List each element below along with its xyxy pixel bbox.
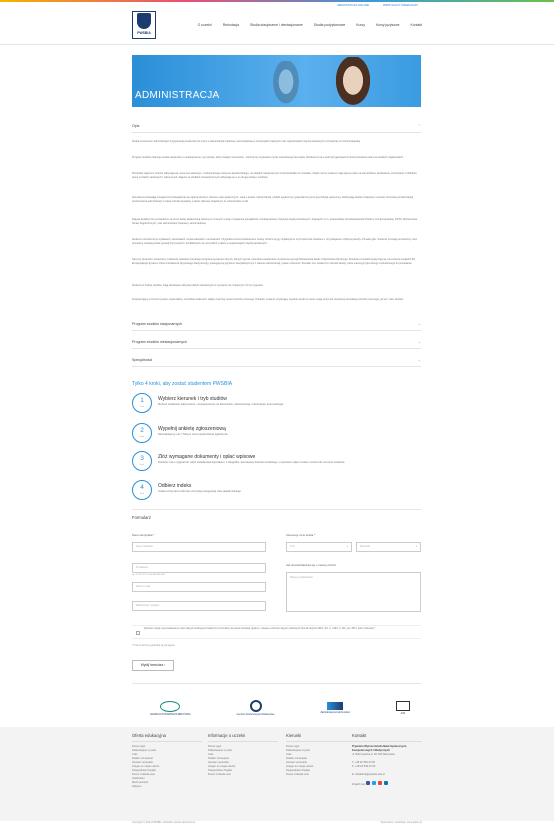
footer-link[interactable]: Nullam consequat xyxy=(208,756,229,760)
footer-link[interactable]: Suspendisse fringilla xyxy=(132,768,156,772)
contact-phone: T: +48 22 559 20 00 xyxy=(352,760,376,764)
paragraph: Absolwenci posiadają umiejętności posługiwania się ogólną wiedzą z zakresu nauk społecznych, nauk o prawie i administracji, polityki społecznej i gospodarczej oraz psychologii społecznej. Zdobywają wiedzę związaną z szeroko rozumianą problematyką porównawczą administracji z prawa Unii Europejskiej, a także zakresie związanym ze członkostwie w UE. xyxy=(132,196,414,203)
partner-logo[interactable]: Zachodniopomorski Fundusz xyxy=(320,702,350,715)
partner-logo[interactable]: AGENCJA WYDAWNICZA MEDYCZNA xyxy=(150,701,191,717)
footer-link[interactable]: Cras xyxy=(286,752,292,756)
partner-logo[interactable]: ASK xyxy=(396,701,410,716)
footer-col-contact xyxy=(352,733,422,787)
partner-logo[interactable]: Centrum Konferencyjno-Szkoleniowe xyxy=(237,700,275,717)
page-title: ADMINISTRACJA xyxy=(135,89,220,101)
hero-photo xyxy=(333,57,373,107)
header-divider xyxy=(0,44,554,45)
partner-mark-icon xyxy=(396,701,410,711)
logo[interactable] xyxy=(132,11,156,39)
footer-col-title: Kierunki xyxy=(286,733,356,742)
footer-link[interactable]: Pellentesque in justo xyxy=(132,748,156,752)
social-row xyxy=(352,781,422,787)
footer-link[interactable]: Aliquam xyxy=(132,784,142,788)
main-nav xyxy=(198,23,422,28)
partner-mark-icon xyxy=(160,701,180,712)
consent-row xyxy=(132,625,421,639)
section-opis-header[interactable] xyxy=(132,124,421,133)
step-3 xyxy=(132,451,421,473)
step-1 xyxy=(132,393,421,415)
footer-link[interactable]: Integer eu neque auctor xyxy=(132,764,160,768)
interest-label: Interesuje mnie studia * xyxy=(286,533,316,537)
steps-heading: Tylko 4 kroki, aby zostać studentem PWSBIA xyxy=(132,381,233,387)
submit-button[interactable]: Wyślij formularz › xyxy=(132,660,174,671)
crest-icon xyxy=(137,13,151,29)
step-title: Odbierz indeks xyxy=(158,483,192,489)
logo-text: PWSBIA xyxy=(137,31,151,36)
twitter-icon[interactable] xyxy=(372,781,376,785)
chevron-down-icon: ⌄ xyxy=(417,358,421,362)
top-color-stripe xyxy=(0,0,554,2)
section-specjalnosci-title: Specjalności xyxy=(132,358,153,362)
chevron-down-icon: ⌄ xyxy=(417,322,421,326)
google-plus-icon[interactable] xyxy=(378,781,382,785)
step-title: Wybierz kierunek i tryb studiów xyxy=(158,396,227,402)
paragraph: Program studiów obejmuje studia stacjonarne i niestacjonarne I-go stopnia, które trwają 6 semestrów - kończą się uzyskaniem tytułu zawodowego licencjata. Absolwenci są w pełni przygotowani do kontynuowania nauki na studiach magisterskich. xyxy=(132,156,404,159)
step-number-circle: 1 krok xyxy=(132,393,152,413)
paragraph: Wszystkie zajęcia w Uczelni odbywają się na terenie własnego - funkcjonalnego campusu akademickiego, na studiach stacjonarnych od poniedziałku do czwartku, dzięki czemu studenci mają więcej czasu na samodzielne studiowanie, korzystanie z biblioteki, pracę w kołach naukowych i odpoczynek. Zajęcia na studiach niestacjonarnych odbywają się w co drugą sobotę i niedzielę. xyxy=(132,172,418,179)
footer-link[interactable]: Morbi pulvinar xyxy=(132,780,149,784)
nav-item-language-courses[interactable]: Kursy językowe xyxy=(375,22,400,27)
footer-link[interactable]: Pellentesque in justo xyxy=(208,748,232,752)
copyright: Copyright © 2014 PWSBIA. Wszelkie prawa zastrzeżone xyxy=(132,821,195,824)
step-2 xyxy=(132,423,421,445)
footer-link[interactable]: Cras xyxy=(208,752,214,756)
chevron-down-icon: ⌄ xyxy=(417,340,421,344)
step-description: Indeks otrzymasz podczas uroczystej inauguracji roku akademickiego. xyxy=(158,490,242,493)
footer-link[interactable]: Fusce molestie sem xyxy=(286,772,310,776)
top-links xyxy=(337,3,418,7)
site-header xyxy=(132,8,422,42)
required-note: * Pola oznaczone gwiazdką są wymagane xyxy=(132,645,175,647)
section-program-niestac-header[interactable] xyxy=(132,340,421,349)
footer-link[interactable]: Suspendisse fringilla xyxy=(208,768,232,772)
candidate-label: Dane kandydata * xyxy=(132,533,155,537)
recruitment-online-link[interactable]: REKRUTACJA ONLINE xyxy=(337,3,369,7)
footer-link[interactable]: Donec eget xyxy=(286,744,300,748)
form-divider xyxy=(132,509,421,510)
virtual-deanery-link[interactable]: WIRTUALNY DZIEKANAT xyxy=(382,3,418,7)
step-title: Złóż wymagane dokumenty i opłać wpisowe xyxy=(158,454,256,460)
section-program-niestac-title: Program studiów niestacjonarnych xyxy=(132,340,187,344)
linkedin-icon[interactable] xyxy=(384,781,388,785)
partner-mark-icon xyxy=(250,700,262,712)
hero-banner xyxy=(132,55,421,107)
paragraph: Zajęcia dydaktyczne prowadzone są przez kadrę akademicką złożoną ze znanych w kraju i zagranicą specjalistów. Funkcjonariuszy instytucji międzynarodowych i krajowych m.in. pracowników przedstawicielstw Polski w Unii Europejskiej, NATO, Ministerstwa Spraw Zagranicznych, oraz administracji rządowej i samorządowej. xyxy=(132,218,418,225)
footer-link[interactable]: Cras xyxy=(132,752,138,756)
nav-item-studies[interactable]: Studia stacjonarne i niestacjonarne xyxy=(250,22,303,27)
name-input[interactable]: Imię i nazwisko xyxy=(132,542,266,552)
message-input[interactable]: Wiadomość / pytanie xyxy=(132,601,266,611)
email-input[interactable]: Adres e-mail xyxy=(132,582,266,592)
contact-name: Prywatna Wyższa Szkoła Nauk Społecznych, Komputerowych i Medycznych xyxy=(352,744,407,752)
footer-link[interactable]: Vestibulum xyxy=(132,776,145,780)
step-number-circle: 2 krok xyxy=(132,423,152,443)
step-description: Skontaktujemy się z Tobą w celu potwierdzenia zgłoszenia xyxy=(158,433,228,436)
contact-fax: F: +48 22 559 22 80 xyxy=(352,764,376,768)
footer-link[interactable]: Nullam consequat xyxy=(286,756,307,760)
footer-link[interactable]: Aenean venenatis xyxy=(208,760,229,764)
section-specjalnosci-header[interactable] xyxy=(132,358,421,367)
footer-link[interactable]: Donec eget xyxy=(208,744,222,748)
footer-col-title: Kontakt xyxy=(352,733,422,742)
source-textarea[interactable]: Więcej o odpowiedzi xyxy=(286,572,421,612)
step-description: Dostarcz nam oryginał lub odpis świadectwa dojrzałości, 4 fotografie, kserokopię dowodu osobistego, a wpisowe opłać w kasie uczelni lub na konto bankowe xyxy=(158,461,345,464)
partners-divider xyxy=(132,683,421,684)
footer-link[interactable]: Fusce molestie sem xyxy=(132,772,156,776)
partner-mark-icon xyxy=(327,702,343,710)
footer-link[interactable]: Fusce molestie sem xyxy=(208,772,232,776)
phone-hint: np. 22 222 22 22 lub 666 666 666 xyxy=(132,574,165,576)
nav-item-about[interactable]: O uczelni xyxy=(197,22,212,27)
paragraph: Naszym studentom stwarzamy możliwość realizacji szerokiego programu językowo obcych, których wymiar nauczania wielokrotnie przekracza wymogi Ministerstwa Nauki i Szkolnictwa Wyższego. Absolwenci studiów legitymują się na poziomie biegłości B2, Europejskiego Systemu Opisu Kształcenia Językowego Rady Europy, posługują się językiem specjalistycznym z zakresu administracji, prawa i ekonomii. Ponadto tzw. ostateczny mierniki wiedzy, które nauczą języka obcego rozbudzonego do posiadania. xyxy=(132,258,416,265)
credit-link[interactable]: Wykonanie i realizacja: www.jellnet.pl xyxy=(380,821,422,824)
step-4 xyxy=(132,480,421,502)
facebook-icon[interactable] xyxy=(366,781,370,785)
footer-link[interactable]: Pellentesque in justo xyxy=(286,748,310,752)
footer-col-title: Oferta edukacyjna xyxy=(132,733,202,742)
paragraph: Funkcjonujący w Uczelni system stypendialny, umożliwia studentom opłatę znacznej części kosztów czesnego. Ponadto, studenci uzyskujący wysokie wyniki w nauce mogą otrzymać częściową refundację kosztów czesnego, już po I roku studiów. xyxy=(132,298,404,301)
section-program-stac-title: Program studiów stacjonarnych xyxy=(132,322,183,326)
footer-link[interactable]: Aenean venenatis xyxy=(132,760,153,764)
form-title: Formularz xyxy=(132,515,151,520)
phone-input[interactable]: Nr telefonu xyxy=(132,563,266,573)
hero-photo-bg xyxy=(271,61,301,107)
footer-col-fields xyxy=(286,733,356,777)
section-opis-title: Opis xyxy=(132,124,140,128)
source-label: Jak dowiedziałeś/aś się o naszej uczelni xyxy=(286,563,336,567)
chevron-up-icon: ⌃ xyxy=(417,124,421,128)
chevron-down-icon: ▾ xyxy=(346,545,348,548)
footer-link[interactable]: Integer eu neque auctor xyxy=(286,764,314,768)
consent-checkbox[interactable] xyxy=(136,631,140,635)
section-program-stac-header[interactable] xyxy=(132,322,421,331)
find-us-label: Znajdź nas: xyxy=(352,782,366,786)
mode-select[interactable]: Tryb ▾ xyxy=(286,542,352,552)
step-title: Wypełnij ankietę zgłoszeniową xyxy=(158,426,226,432)
field-select[interactable]: Kierunek ▾ xyxy=(356,542,421,552)
paragraph: Studia na kierunku 'administracja' przygotowują studentów do pracy w administracji rządowej i samorządowej w instytucjach krajowych oraz organizacjach międzynarodowych szczególnie w Unii Europejskiej. xyxy=(132,140,361,143)
paragraph: Studenci uczestniczą w wykładach, warsztatach, konwersatoriach i seminariach. Oryginalna forma kształcenia w naszej Uczelni są gry dydaktyczne czyli ćwiczenia związane z przyswajaniem zdobytej wiedzy. Ponadto gier. Studenci poznają mechanizmy oraz procedury rozwiązywania sytuacji kryzysowych i konfliktowych we wszystkich a także w organizacjach międzynarodowych. xyxy=(132,238,417,245)
bottom-bar xyxy=(132,821,422,824)
contact-email[interactable]: E: dziekanat@pwsbia.edu.pl xyxy=(352,772,385,776)
footer-col-title: Informacje o uczelni xyxy=(208,733,278,742)
partners-row xyxy=(150,697,410,721)
footer-col-about xyxy=(208,733,278,777)
footer-link[interactable]: Donec eget xyxy=(132,744,146,748)
footer-link[interactable]: Nullam consequat xyxy=(132,756,153,760)
nav-item-postgraduate[interactable]: Studia podyplomowe xyxy=(313,22,346,27)
contact-address: ul. Bobrowiecka 9, 00-728 Warszawa xyxy=(352,752,395,756)
consent-text: Wyrażam zgodę na przetwarzanie moich danych osobowych zawartych w formularzu do celów rekrutacji zgodnie z ustawą o ochronie danych osobowych dnia 29 sierpnia 1997r. (Dz. U. 1997r nr 133, poz. 883 z późn zmianami) * xyxy=(144,628,376,630)
nav-item-contact[interactable]: Kontakt xyxy=(410,22,422,27)
footer-col-offer xyxy=(132,733,202,789)
step-number-circle: 3 krok xyxy=(132,451,152,471)
step-description: Możesz studiować stacjonarnie i niestacjonarnie na kierunkach: administracja, informatyka, kosmetologia. xyxy=(158,403,284,406)
paragraph: Studenci w trakcie studiów, mają obowiązek odbycia praktyk zawodowych w wymiarze nie mniejszym niż trzy tygodnie. xyxy=(132,284,264,287)
chevron-down-icon: ▾ xyxy=(415,545,417,548)
footer-link[interactable]: Suspendisse fringilla xyxy=(286,768,310,772)
step-number-circle: 4 krok xyxy=(132,480,152,500)
footer-link[interactable]: Aenean venenatis xyxy=(286,760,307,764)
nav-item-recruitment[interactable]: Rekrutacja xyxy=(222,22,239,27)
nav-item-courses[interactable]: Kursy xyxy=(356,22,365,27)
footer-link[interactable]: Integer eu neque auctor xyxy=(208,764,236,768)
